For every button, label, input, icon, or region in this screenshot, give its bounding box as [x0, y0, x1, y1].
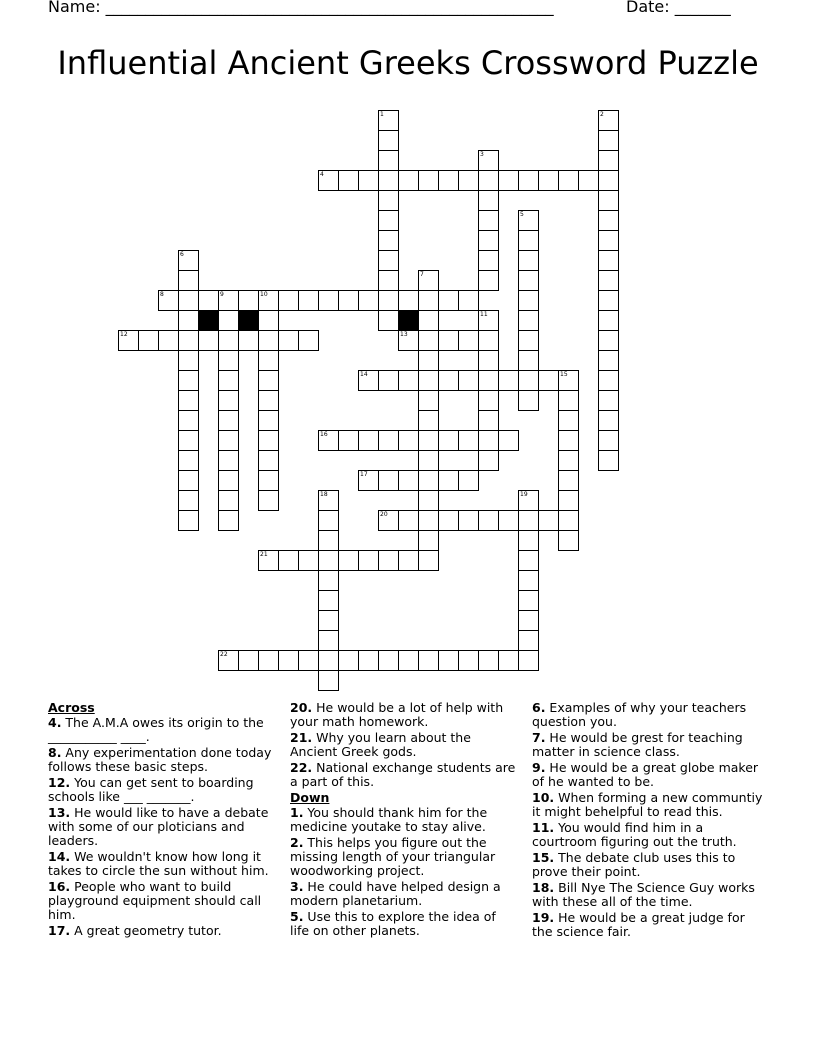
grid-cell[interactable] [478, 390, 499, 411]
grid-cell[interactable] [318, 610, 339, 631]
grid-cell[interactable] [418, 410, 439, 431]
clue-number-label: 6. [532, 700, 546, 715]
clue-item [532, 791, 764, 819]
clue-item [290, 701, 518, 729]
grid-cell[interactable] [438, 170, 459, 191]
clue-number: 20 [380, 511, 388, 518]
grid-cell[interactable] [598, 210, 619, 231]
grid-cell[interactable] [278, 550, 299, 571]
grid-cell[interactable] [318, 630, 339, 651]
grid-cell[interactable] [518, 370, 539, 391]
grid-cell[interactable] [418, 450, 439, 471]
clue-item [48, 850, 273, 878]
grid-cell[interactable] [178, 310, 199, 331]
grid-cell[interactable] [598, 430, 619, 451]
grid-cell[interactable] [558, 510, 579, 531]
grid-cell[interactable] [318, 570, 339, 591]
grid-cell[interactable] [518, 590, 539, 611]
clue-number-label: 22. [290, 760, 313, 775]
clue-number-label: 15. [532, 850, 555, 865]
clue-item [532, 731, 764, 759]
grid-cell[interactable] [418, 310, 439, 331]
grid-cell[interactable] [558, 450, 579, 471]
clue-number: 1 [380, 111, 384, 118]
grid-cell[interactable] [598, 310, 619, 331]
grid-cell[interactable] [418, 510, 439, 531]
grid-cell[interactable] [438, 330, 459, 351]
clue-number: 22 [220, 651, 228, 658]
clue-number-label: 16. [48, 879, 71, 894]
grid-cell[interactable] [518, 610, 539, 631]
grid-cell[interactable] [258, 410, 279, 431]
grid-cell[interactable] [478, 410, 499, 431]
clue-item [290, 836, 518, 878]
grid-cell[interactable] [178, 410, 199, 431]
grid-cell[interactable] [478, 370, 499, 391]
grid-cell[interactable] [598, 370, 619, 391]
clue-number: 7 [420, 271, 424, 278]
grid-cell[interactable] [218, 330, 239, 351]
clue-number-label: 5. [290, 909, 304, 924]
grid-cell[interactable] [378, 430, 399, 451]
grid-cell[interactable] [478, 430, 499, 451]
grid-cell[interactable] [438, 650, 459, 671]
grid-cell[interactable] [598, 390, 619, 411]
clue-number: 10 [260, 291, 268, 298]
grid-cell[interactable] [178, 510, 199, 531]
grid-cell[interactable] [418, 530, 439, 551]
grid-cell[interactable] [258, 470, 279, 491]
clue-text: The debate club uses this to prove their point. [532, 850, 736, 879]
grid-cell[interactable] [418, 650, 439, 671]
grid-cell[interactable] [418, 490, 439, 511]
grid-cell[interactable] [438, 290, 459, 311]
grid-cell[interactable] [518, 630, 539, 651]
grid-cell[interactable] [238, 330, 259, 351]
clue-item [290, 731, 518, 759]
clue-text: He would like to have a debate with some of our ploticians and leaders. [48, 805, 269, 848]
grid-cell[interactable] [178, 450, 199, 471]
grid-cell[interactable] [558, 170, 579, 191]
grid-cell[interactable] [578, 170, 599, 191]
grid-cell[interactable] [458, 370, 479, 391]
grid-cell[interactable] [218, 370, 239, 391]
grid-cell[interactable] [238, 650, 259, 671]
grid-cell[interactable] [378, 170, 399, 191]
down-heading: Down [290, 790, 330, 805]
clue-text: We wouldn't know how long it takes to circle the sun without him. [48, 849, 269, 878]
grid-cell[interactable] [538, 370, 559, 391]
clue-number: 2 [600, 111, 604, 118]
clue-item [532, 911, 764, 939]
clue-number: 16 [320, 431, 328, 438]
grid-cell[interactable] [398, 650, 419, 671]
grid-cell[interactable] [378, 270, 399, 291]
grid-cell[interactable] [258, 370, 279, 391]
grid-cell[interactable] [218, 510, 239, 531]
clue-text: The A.M.A owes its origin to the ___________ ____. [48, 715, 264, 744]
grid-cell[interactable] [258, 430, 279, 451]
grid-cell[interactable] [258, 390, 279, 411]
grid-cell[interactable] [258, 330, 279, 351]
grid-cell[interactable] [598, 330, 619, 351]
grid-cell[interactable] [398, 370, 419, 391]
grid-cell[interactable] [378, 190, 399, 211]
grid-cell[interactable] [358, 650, 379, 671]
grid-cell[interactable] [398, 170, 419, 191]
grid-cell[interactable] [398, 470, 419, 491]
clue-number-label: 3. [290, 879, 304, 894]
clue-number: 14 [360, 371, 368, 378]
clue-number: 5 [520, 211, 524, 218]
grid-cell[interactable] [518, 550, 539, 571]
grid-cell[interactable] [138, 330, 159, 351]
grid-cell[interactable] [458, 430, 479, 451]
grid-cell[interactable] [458, 510, 479, 531]
grid-cell[interactable] [598, 130, 619, 151]
grid-cell[interactable] [518, 250, 539, 271]
grid-cell[interactable] [478, 170, 499, 191]
grid-cell[interactable] [498, 370, 519, 391]
grid-cell[interactable] [158, 330, 179, 351]
grid-cell[interactable] [598, 410, 619, 431]
clue-number-label: 11. [532, 820, 555, 835]
clue-number-label: 17. [48, 923, 71, 938]
clue-number: 12 [120, 331, 128, 338]
clue-number: 8 [160, 291, 164, 298]
black-cell [198, 310, 219, 331]
grid-cell[interactable] [178, 490, 199, 511]
clue-item [290, 880, 518, 908]
grid-cell[interactable] [358, 290, 379, 311]
across-heading: Across [48, 700, 95, 715]
clue-number-label: 1. [290, 805, 304, 820]
grid-cell[interactable] [178, 430, 199, 451]
date-field[interactable]: Date: _______ [626, 0, 731, 16]
grid-cell[interactable] [518, 170, 539, 191]
clue-number-label: 9. [532, 760, 546, 775]
clue-number-label: 7. [532, 730, 546, 745]
grid-cell[interactable] [378, 310, 399, 331]
clue-item [532, 701, 764, 729]
grid-cell[interactable] [478, 330, 499, 351]
clues-column-3 [532, 701, 764, 941]
clue-number: 15 [560, 371, 568, 378]
grid-cell[interactable] [378, 550, 399, 571]
grid-cell[interactable] [398, 430, 419, 451]
grid-cell[interactable] [178, 290, 199, 311]
clue-item [48, 716, 273, 744]
page-title: Influential Ancient Greeks Crossword Puzzle [57, 44, 759, 82]
clue-number: 9 [220, 291, 224, 298]
clue-number: 3 [480, 151, 484, 158]
grid-cell[interactable] [258, 450, 279, 471]
grid-cell[interactable] [418, 470, 439, 491]
grid-cell[interactable] [458, 290, 479, 311]
grid-cell[interactable] [438, 370, 459, 391]
grid-cell[interactable] [278, 650, 299, 671]
clue-number-label: 19. [532, 910, 555, 925]
grid-cell[interactable] [178, 370, 199, 391]
clue-number: 21 [260, 551, 268, 558]
grid-cell[interactable] [598, 170, 619, 191]
clue-text: Use this to explore the idea of life on other planets. [290, 909, 496, 938]
clue-number: 6 [180, 251, 184, 258]
grid-cell[interactable] [598, 270, 619, 291]
clue-number: 19 [520, 491, 528, 498]
grid-cell[interactable] [398, 510, 419, 531]
grid-cell[interactable] [318, 670, 339, 691]
grid-cell[interactable] [378, 650, 399, 671]
clue-item [532, 761, 764, 789]
grid-cell[interactable] [338, 290, 359, 311]
grid-cell[interactable] [378, 230, 399, 251]
grid-cell[interactable] [218, 310, 239, 331]
grid-cell[interactable] [478, 230, 499, 251]
grid-cell[interactable] [478, 450, 499, 471]
grid-cell[interactable] [558, 470, 579, 491]
grid-cell[interactable] [518, 570, 539, 591]
grid-cell[interactable] [418, 430, 439, 451]
clue-text: People who want to build playground equipment should call him. [48, 879, 262, 922]
grid-cell[interactable] [378, 370, 399, 391]
clue-text: When forming a new communtiy it might behelpful to read this. [532, 790, 763, 819]
grid-cell[interactable] [498, 170, 519, 191]
grid-cell[interactable] [518, 530, 539, 551]
clue-number-label: 8. [48, 745, 62, 760]
grid-cell[interactable] [378, 150, 399, 171]
clues-column-1 [48, 701, 273, 940]
grid-cell[interactable] [318, 290, 339, 311]
grid-cell[interactable] [518, 390, 539, 411]
grid-cell[interactable] [298, 330, 319, 351]
grid-cell[interactable] [198, 330, 219, 351]
clue-item [48, 924, 273, 938]
clue-number-label: 14. [48, 849, 71, 864]
clue-item [290, 806, 518, 834]
clue-item [48, 880, 273, 922]
grid-cell[interactable] [558, 410, 579, 431]
clue-item [290, 761, 518, 789]
clue-number: 18 [320, 491, 328, 498]
grid-cell[interactable] [478, 190, 499, 211]
clue-number-label: 18. [532, 880, 555, 895]
clue-text: A great geometry tutor. [70, 923, 222, 938]
clue-item [290, 910, 518, 938]
grid-cell[interactable] [518, 230, 539, 251]
grid-cell[interactable] [478, 250, 499, 271]
grid-cell[interactable] [218, 390, 239, 411]
grid-cell[interactable] [558, 530, 579, 551]
grid-cell[interactable] [398, 290, 419, 311]
clue-number: 4 [320, 171, 324, 178]
grid-cell[interactable] [178, 270, 199, 291]
grid-cell[interactable] [298, 650, 319, 671]
clue-number-label: 21. [290, 730, 313, 745]
grid-cell[interactable] [498, 650, 519, 671]
clue-item [532, 851, 764, 879]
grid-cell[interactable] [418, 350, 439, 371]
grid-cell[interactable] [318, 550, 339, 571]
grid-cell[interactable] [258, 650, 279, 671]
clue-text: He would be a great judge for the science fair. [532, 910, 745, 939]
grid-cell[interactable] [518, 510, 539, 531]
clue-item [48, 776, 273, 804]
grid-cell[interactable] [178, 350, 199, 371]
grid-cell[interactable] [218, 450, 239, 471]
grid-cell[interactable] [518, 290, 539, 311]
grid-cell[interactable] [478, 270, 499, 291]
grid-cell[interactable] [278, 330, 299, 351]
grid-cell[interactable] [598, 190, 619, 211]
grid-cell[interactable] [458, 650, 479, 671]
grid-cell[interactable] [418, 170, 439, 191]
clue-text: Why you learn about the Ancient Greek gods. [290, 730, 471, 759]
clue-text: You can get sent to boarding schools like ___ _______. [48, 775, 254, 804]
clue-number-label: 13. [48, 805, 71, 820]
grid-cell[interactable] [518, 310, 539, 331]
grid-cell[interactable] [558, 390, 579, 411]
grid-cell[interactable] [398, 550, 419, 571]
clue-text: He would be grest for teaching matter in science class. [532, 730, 743, 759]
grid-cell[interactable] [318, 590, 339, 611]
grid-cell[interactable] [518, 270, 539, 291]
grid-cell[interactable] [178, 330, 199, 351]
clue-number: 17 [360, 471, 368, 478]
grid-cell[interactable] [558, 490, 579, 511]
clue-number-label: 2. [290, 835, 304, 850]
clue-text: National exchange students are a part of this. [290, 760, 516, 789]
clue-text: This helps you figure out the missing length of your triangular woodworking project. [290, 835, 496, 878]
grid-cell[interactable] [438, 470, 459, 491]
grid-cell[interactable] [538, 170, 559, 191]
grid-cell[interactable] [318, 530, 339, 551]
grid-cell[interactable] [478, 210, 499, 231]
grid-cell[interactable] [198, 290, 219, 311]
grid-cell[interactable] [598, 350, 619, 371]
grid-cell[interactable] [418, 370, 439, 391]
clue-text: He could have helped design a modern planetarium. [290, 879, 501, 908]
grid-cell[interactable] [218, 430, 239, 451]
clue-item [532, 881, 764, 909]
grid-cell[interactable] [478, 650, 499, 671]
clue-number-label: 12. [48, 775, 71, 790]
grid-cell[interactable] [558, 430, 579, 451]
grid-cell[interactable] [178, 390, 199, 411]
grid-cell[interactable] [518, 330, 539, 351]
grid-cell[interactable] [458, 330, 479, 351]
grid-cell[interactable] [598, 450, 619, 471]
grid-cell[interactable] [418, 390, 439, 411]
clue-text: You would find him in a courtroom figuring out the truth. [532, 820, 737, 849]
grid-cell[interactable] [478, 510, 499, 531]
grid-cell[interactable] [598, 150, 619, 171]
clue-text: Any experimentation done today follows these basic steps. [48, 745, 272, 774]
grid-cell[interactable] [458, 170, 479, 191]
grid-cell[interactable] [338, 650, 359, 671]
grid-cell[interactable] [258, 310, 279, 331]
grid-cell[interactable] [218, 470, 239, 491]
grid-cell[interactable] [418, 290, 439, 311]
grid-cell[interactable] [358, 550, 379, 571]
grid-cell[interactable] [218, 490, 239, 511]
clue-item [48, 806, 273, 848]
grid-cell[interactable] [438, 510, 459, 531]
grid-cell[interactable] [458, 470, 479, 491]
grid-cell[interactable] [358, 170, 379, 191]
grid-cell[interactable] [298, 550, 319, 571]
clue-text: Bill Nye The Science Guy works with these all of the time. [532, 880, 755, 909]
grid-cell[interactable] [258, 490, 279, 511]
grid-cell[interactable] [518, 350, 539, 371]
grid-cell[interactable] [598, 290, 619, 311]
clue-text: He would be a great globe maker of he wanted to be. [532, 760, 759, 789]
clues-column-2 [290, 701, 518, 940]
grid-cell[interactable] [378, 210, 399, 231]
grid-cell[interactable] [378, 250, 399, 271]
grid-cell[interactable] [318, 510, 339, 531]
grid-cell[interactable] [278, 290, 299, 311]
clue-text: You should thank him for the medicine youtake to stay alive. [290, 805, 488, 834]
grid-cell[interactable] [378, 470, 399, 491]
grid-cell[interactable] [478, 350, 499, 371]
grid-cell[interactable] [538, 510, 559, 531]
grid-cell[interactable] [378, 290, 399, 311]
grid-cell[interactable] [218, 410, 239, 431]
clue-number: 11 [480, 311, 488, 318]
grid-cell[interactable] [418, 330, 439, 351]
clue-number-label: 10. [532, 790, 555, 805]
grid-cell[interactable] [518, 650, 539, 671]
clue-text: Examples of why your teachers question you. [532, 700, 747, 729]
name-field[interactable]: Name: ________________________________________________________ [48, 0, 554, 16]
clue-item [532, 821, 764, 849]
black-cell [238, 310, 259, 331]
grid-cell[interactable] [178, 470, 199, 491]
black-cell [398, 310, 419, 331]
grid-cell[interactable] [498, 510, 519, 531]
grid-cell[interactable] [598, 230, 619, 251]
clue-number-label: 4. [48, 715, 62, 730]
clue-text: He would be a lot of help with your math homework. [290, 700, 504, 729]
grid-cell[interactable] [438, 430, 459, 451]
grid-cell[interactable] [358, 430, 379, 451]
grid-cell[interactable] [498, 430, 519, 451]
grid-cell[interactable] [338, 430, 359, 451]
grid-cell[interactable] [258, 350, 279, 371]
grid-cell[interactable] [238, 290, 259, 311]
grid-cell[interactable] [298, 290, 319, 311]
clue-number-label: 20. [290, 700, 313, 715]
grid-cell[interactable] [318, 650, 339, 671]
grid-cell[interactable] [378, 130, 399, 151]
grid-cell[interactable] [218, 350, 239, 371]
clue-number: 13 [400, 331, 408, 338]
grid-cell[interactable] [338, 170, 359, 191]
grid-cell[interactable] [598, 250, 619, 271]
grid-cell[interactable] [338, 550, 359, 571]
grid-cell[interactable] [418, 550, 439, 571]
clue-item [48, 746, 273, 774]
